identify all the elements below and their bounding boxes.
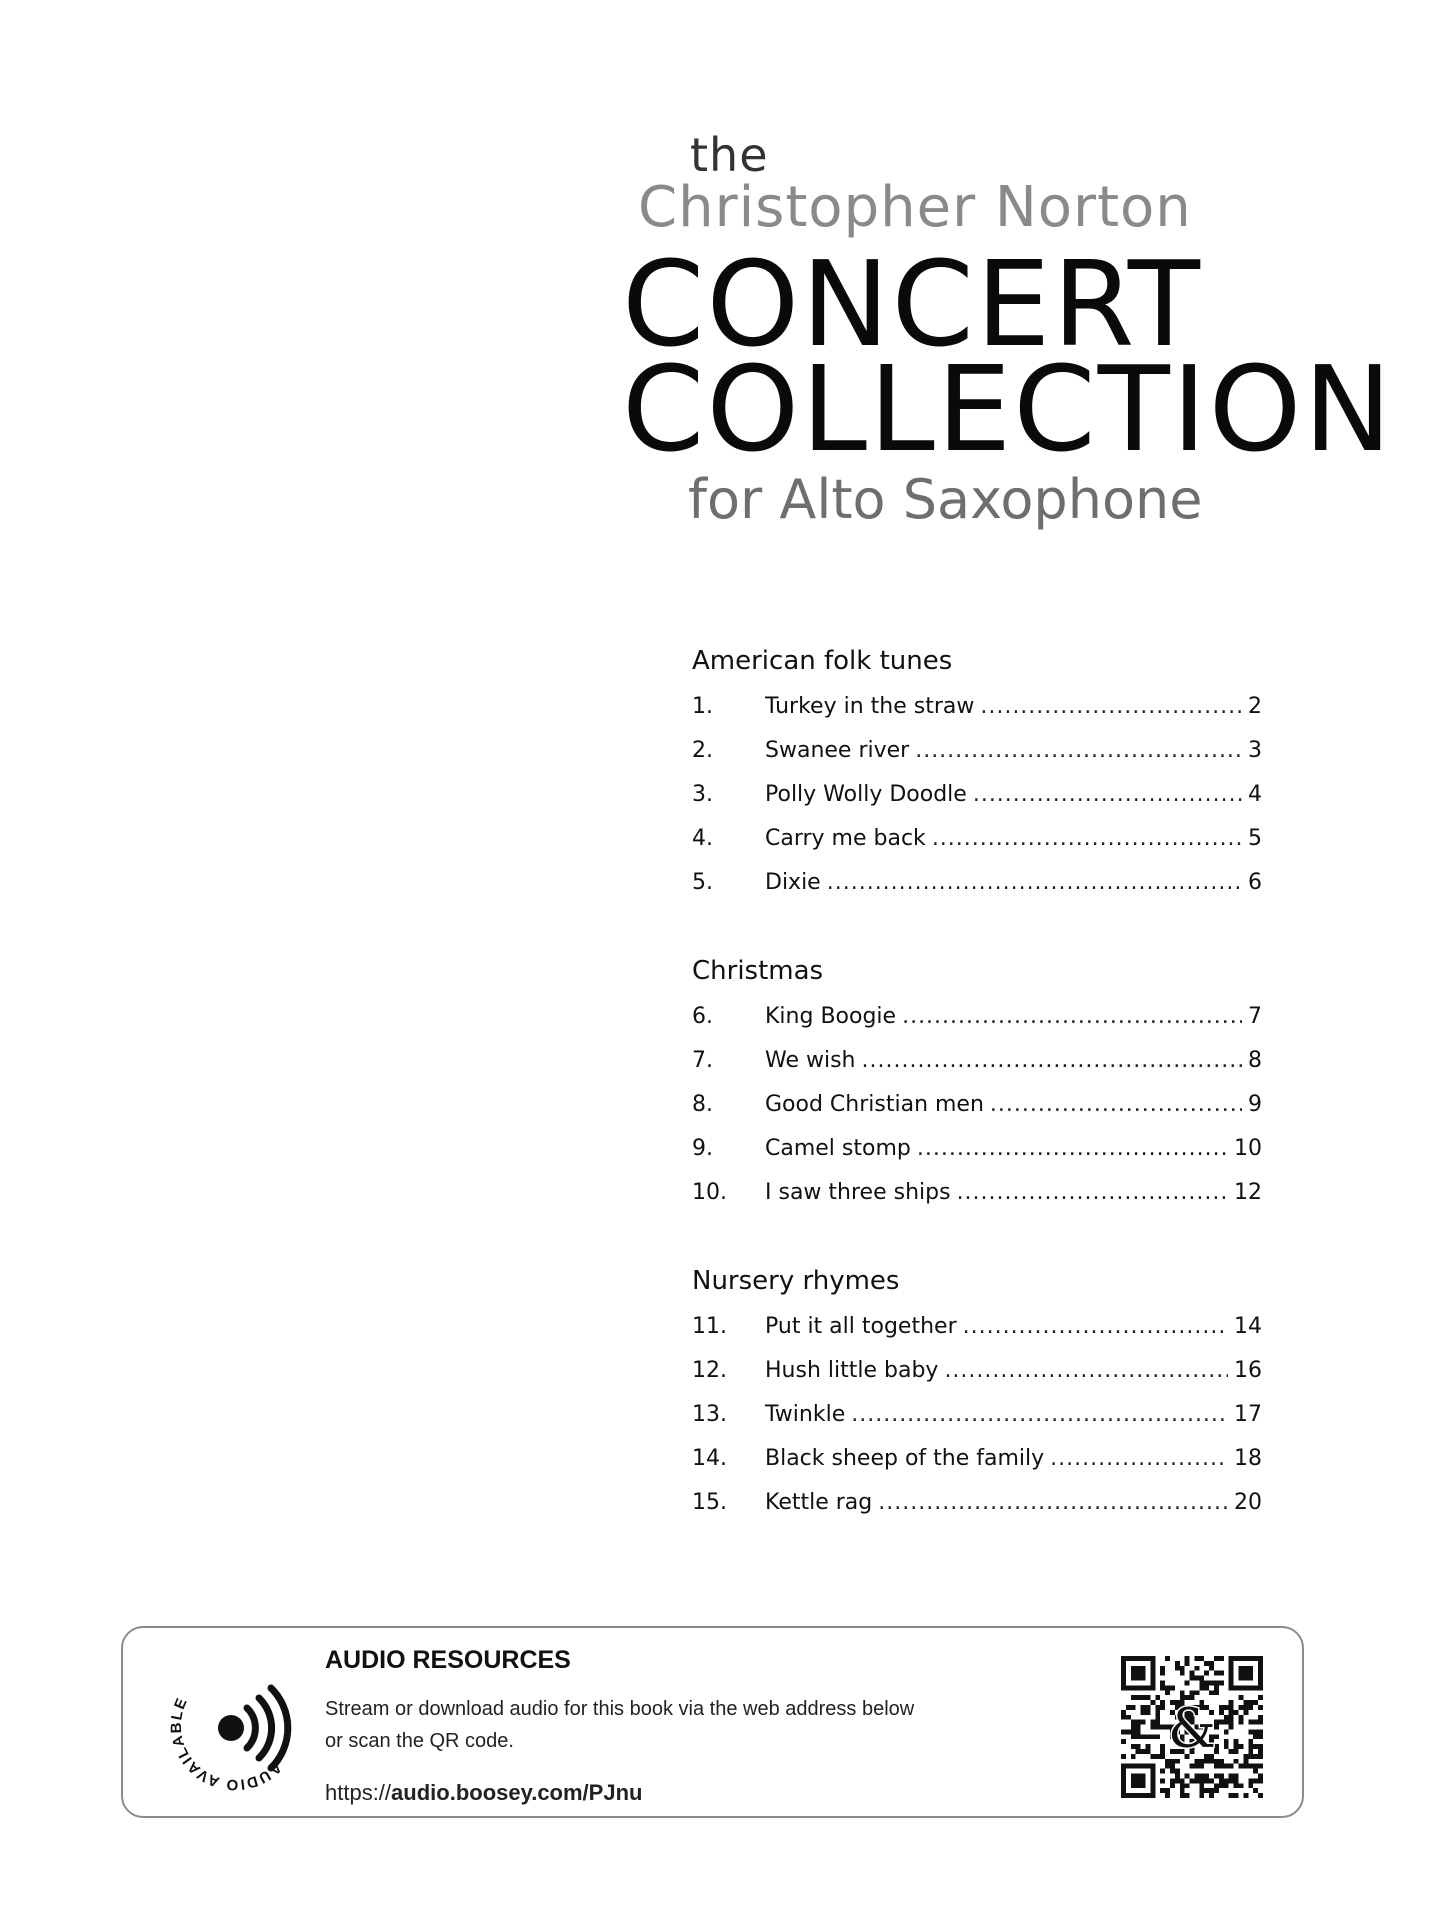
section-heading: Nursery rhymes — [692, 1266, 900, 1296]
toc-number: 10. — [692, 1180, 727, 1205]
toc-page: 18 — [1234, 1446, 1262, 1471]
toc-title: I saw three ships — [765, 1180, 951, 1205]
audio-url-link[interactable] — [325, 1780, 642, 1806]
toc-number: 11. — [692, 1314, 727, 1339]
toc-number: 3. — [692, 782, 713, 807]
toc-title: Carry me back — [765, 826, 926, 851]
title-author: Christopher Norton — [638, 175, 1192, 240]
table-of-contents — [692, 637, 1262, 1567]
toc-item — [692, 1083, 1262, 1127]
toc-title: Polly Wolly Doodle — [765, 782, 967, 807]
audio-heading: AUDIO RESOURCES — [325, 1646, 571, 1674]
toc-title: Turkey in the straw — [765, 694, 975, 719]
toc-item — [692, 1349, 1262, 1393]
audio-description-line1: Stream or download audio for this book via the web address below — [325, 1698, 915, 1720]
toc-item — [692, 861, 1262, 905]
toc-leader-dots — [917, 1127, 1228, 1171]
audio-url-prefix: https:// — [325, 1780, 392, 1805]
toc-page: 12 — [1234, 1180, 1262, 1205]
toc-leader-dots — [851, 1393, 1228, 1437]
toc-number: 12. — [692, 1358, 727, 1383]
toc-number: 5. — [692, 870, 713, 895]
toc-number: 2. — [692, 738, 713, 763]
title-the: the — [690, 128, 769, 182]
toc-number: 15. — [692, 1490, 727, 1515]
toc-number: 1. — [692, 694, 713, 719]
toc-title: Camel stomp — [765, 1136, 911, 1161]
toc-title: Kettle rag — [765, 1490, 873, 1515]
audio-description-line2: or scan the QR code. — [325, 1730, 514, 1752]
toc-page: 10 — [1234, 1136, 1262, 1161]
toc-item — [692, 995, 1262, 1039]
toc-leader-dots — [1050, 1437, 1228, 1481]
audio-logo-text: AUDIO AVAILABLE — [167, 1694, 285, 1794]
toc-page: 6 — [1248, 870, 1262, 895]
toc-item — [692, 773, 1262, 817]
toc-page: 20 — [1234, 1490, 1262, 1515]
title-main-line1: CONCERT — [622, 235, 1202, 373]
audio-resources-box — [121, 1626, 1304, 1818]
toc-page: 2 — [1248, 694, 1262, 719]
toc-title: Hush little baby — [765, 1358, 939, 1383]
toc-leader-dots — [957, 1171, 1228, 1215]
toc-item — [692, 1171, 1262, 1215]
toc-leader-dots — [990, 1083, 1242, 1127]
toc-page: 5 — [1248, 826, 1262, 851]
speaker-waves-icon — [165, 1656, 305, 1796]
toc-page: 8 — [1248, 1048, 1262, 1073]
toc-item — [692, 1127, 1262, 1171]
toc-page: 16 — [1234, 1358, 1262, 1383]
toc-number: 6. — [692, 1004, 713, 1029]
toc-number: 9. — [692, 1136, 713, 1161]
section-heading: American folk tunes — [692, 646, 953, 676]
toc-page: 4 — [1248, 782, 1262, 807]
toc-title: Put it all together — [765, 1314, 957, 1339]
toc-item — [692, 1481, 1262, 1525]
toc-leader-dots — [862, 1039, 1242, 1083]
toc-item — [692, 1039, 1262, 1083]
toc-leader-dots — [944, 1349, 1228, 1393]
audio-url-main: audio.boosey.com/PJnu — [391, 1780, 643, 1805]
toc-page: 3 — [1248, 738, 1262, 763]
toc-title: We wish — [765, 1048, 856, 1073]
toc-page: 9 — [1248, 1092, 1262, 1117]
toc-leader-dots — [973, 773, 1242, 817]
toc-item — [692, 685, 1262, 729]
toc-leader-dots — [980, 685, 1242, 729]
toc-title: Black sheep of the family — [765, 1446, 1045, 1471]
toc-leader-dots — [878, 1481, 1228, 1525]
toc-number: 7. — [692, 1048, 713, 1073]
toc-title: Twinkle — [765, 1402, 846, 1427]
toc-item — [692, 1305, 1262, 1349]
title-subtitle: for Alto Saxophone — [688, 468, 1203, 531]
toc-title: Swanee river — [765, 738, 910, 763]
title-main-line2: COLLECTION — [622, 340, 1394, 478]
toc-page: 14 — [1234, 1314, 1262, 1339]
toc-title: Good Christian men — [765, 1092, 984, 1117]
contents-section — [692, 637, 1262, 905]
toc-number: 14. — [692, 1446, 727, 1471]
toc-title: Dixie — [765, 870, 821, 895]
section-heading: Christmas — [692, 956, 824, 986]
toc-leader-dots — [827, 861, 1242, 905]
toc-item — [692, 1437, 1262, 1481]
qr-code-icon[interactable] — [1121, 1656, 1263, 1798]
toc-title: King Boogie — [765, 1004, 897, 1029]
toc-leader-dots — [915, 729, 1242, 773]
toc-leader-dots — [902, 995, 1242, 1039]
toc-page: 7 — [1248, 1004, 1262, 1029]
toc-number: 13. — [692, 1402, 727, 1427]
contents-section — [692, 1257, 1262, 1525]
toc-leader-dots — [932, 817, 1242, 861]
toc-number: 8. — [692, 1092, 713, 1117]
toc-item — [692, 729, 1262, 773]
toc-page: 17 — [1234, 1402, 1262, 1427]
contents-section — [692, 947, 1262, 1215]
toc-leader-dots — [963, 1305, 1228, 1349]
toc-item — [692, 817, 1262, 861]
svg-text:&: & — [1168, 1696, 1216, 1760]
toc-item — [692, 1393, 1262, 1437]
toc-number: 4. — [692, 826, 713, 851]
